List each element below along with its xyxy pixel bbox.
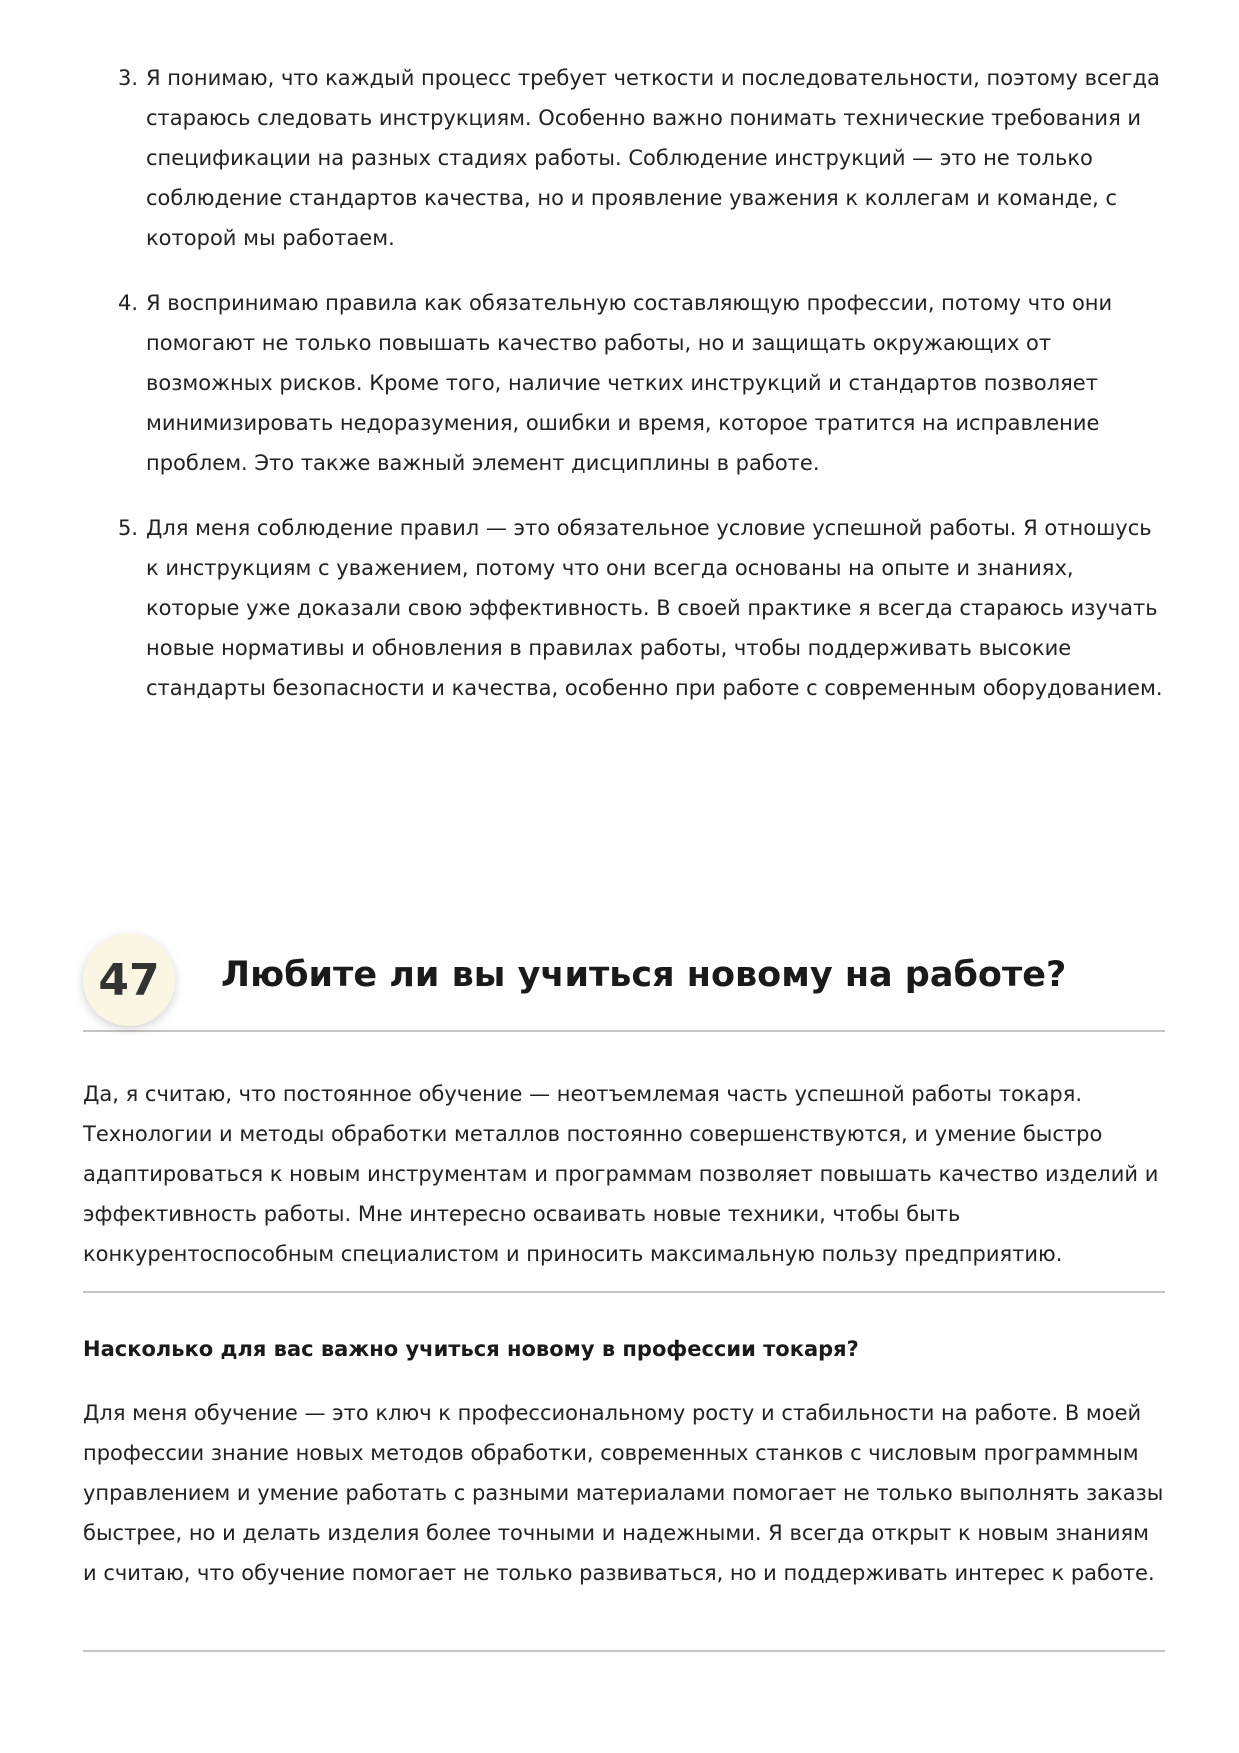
answer-list [118, 58, 1168, 733]
question-answer: Да, я считаю, что постоянное обучение — неотъемлемая часть успешной работы токаря. Технологии и методы обработки металлов постоянно совершенствуются, и умение быстро адаптироваться к новым инструментам и программам позволяет повышать качество изделий и эффективность работы. Мне интересно осваивать новые техники, чтобы быть конкурентоспособным специалистом и приносить максимальную пользу предприятию. [83, 1082, 1159, 1266]
list-item-number: 5. [118, 516, 139, 540]
list-item-text: Для меня соблюдение правил — это обязательное условие успешной работы. Я отношусь к инструкциям с уважением, потому что они всегда основаны на опыте и знаниях, которые уже доказали свою эффективность. В своей практике я всегда стараюсь изучать новые нормативы и обновления в правилах работы, чтобы поддерживать высокие стандарты безопасности и качества, особенно при работе с современным оборудованием. [146, 516, 1163, 700]
divider [83, 1291, 1165, 1293]
divider [83, 1650, 1165, 1652]
question-title: Любите ли вы учиться новому на работе? [221, 955, 1067, 995]
list-item [118, 283, 1168, 483]
list-item-text: Я воспринимаю правила как обязательную составляющую профессии, потому что они помогают не только повышать качество работы, но и защищать окружающих от возможных рисков. Кроме того, наличие четких инструкций и стандартов позволяет минимизировать недоразумения, ошибки и время, которое тратится на исправление проблем. Это также важный элемент дисциплины в работе. [146, 291, 1113, 475]
question-header [83, 928, 1165, 1032]
list-item-number: 3. [118, 66, 139, 90]
question-number-badge: 47 [83, 934, 175, 1026]
list-item [118, 508, 1168, 708]
followup-question: Насколько для вас важно учиться новому в профессии токаря? [83, 1337, 859, 1361]
followup-answer: Для меня обучение — это ключ к профессиональному росту и стабильности на работе. В моей профессии знание новых методов обработки, современных станков с числовым программным управлением и умение работать с разными материалами помогает не только выполнять заказы быстрее, но и делать изделия более точными и надежными. Я всегда открыт к новым знаниям и считаю, что обучение помогает не только развиваться, но и поддерживать интерес к работе. [83, 1401, 1164, 1585]
list-item-text: Я понимаю, что каждый процесс требует четкости и последовательности, поэтому всегда стараюсь следовать инструкциям. Особенно важно понимать технические требования и спецификации на разных стадиях работы. Соблюдение инструкций — это не только соблюдение стандартов качества, но и проявление уважения к коллегам и команде, с которой мы работаем. [146, 66, 1160, 250]
list-item-number: 4. [118, 291, 139, 315]
list-item [118, 58, 1168, 258]
